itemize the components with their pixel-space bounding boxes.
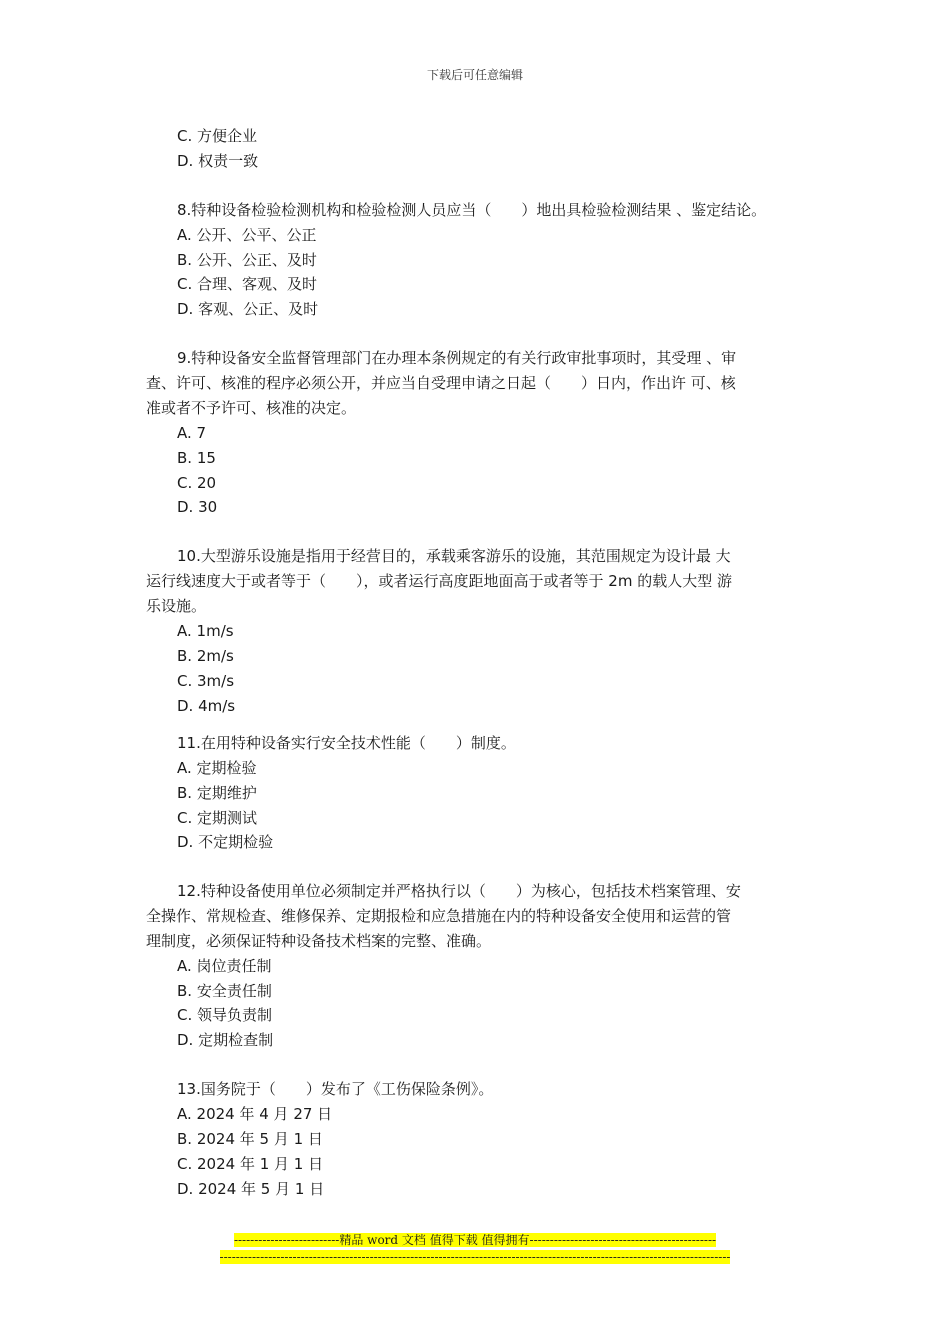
option-c: C. 领导负责制: [177, 1006, 273, 1024]
question-12: 12.特种设备使用单位必须制定并严格执行以（ ）为核心，包括技术档案管理、安: [177, 882, 741, 900]
option-a: A. 1m/s: [177, 622, 234, 640]
question-10-cont: 乐设施。: [146, 597, 207, 615]
question-12-cont: 理制度，必须保证特种设备技术档案的完整、准确。: [146, 932, 492, 950]
option-d: D. 定期检查制: [177, 1031, 274, 1049]
option-a: A. 2024 年 4 月 27 日: [177, 1105, 333, 1123]
option-d: D. 30: [177, 498, 218, 516]
option-c: C. 3m/s: [177, 672, 235, 690]
option-c: C. 20: [177, 474, 217, 492]
option-d: D. 不定期检验: [177, 833, 274, 851]
footer-banner-line-1: [0, 1233, 950, 1247]
question-11: 11.在用特种设备实行安全技术性能（ ）制度。: [177, 734, 516, 752]
footer-banner-dashes: ------------------------------------------------------------------------------------------------------------------------------: [219, 1250, 731, 1264]
footer-banner-text: --------------------------精品 word 文档 值得下载 值得拥有----------------------------------------------: [233, 1233, 717, 1247]
question-9-cont: 查、许可、核准的程序必须公开，并应当自受理申请之日起（ ）日内，作出许 可、核: [146, 374, 736, 392]
question-10-cont: 运行线速度大于或者等于（ ），或者运行高度距地面高于或者等于 2m 的载人大型 游: [146, 572, 732, 590]
option-b: B. 公开、公正、及时: [177, 251, 317, 269]
option-b: B. 15: [177, 449, 216, 467]
question-12-cont: 全操作、常规检查、维修保养、定期报检和应急措施在内的特种设备安全使用和运营的管: [146, 907, 732, 925]
question-13: 13.国务院于（ ）发布了《工伤保险条例》。: [177, 1080, 494, 1098]
option-b: B. 定期维护: [177, 784, 257, 802]
question-10: 10.大型游乐设施是指用于经营目的，承载乘客游乐的设施，其范围规定为设计最 大: [177, 547, 731, 565]
option-d: D. 4m/s: [177, 697, 236, 715]
question-8: 8.特种设备检验检测机构和检验检测人员应当（ ）地出具检验检测结果 、鉴定结论。: [177, 201, 767, 219]
footer-banner-line-2: [0, 1250, 950, 1264]
option-c: C. 合理、客观、及时: [177, 275, 318, 293]
question-9-cont: 准或者不予许可、核准的决定。: [146, 399, 357, 417]
option-a: A. 7: [177, 424, 207, 442]
option-c: C. 方便企业: [177, 127, 258, 145]
option-d: D. 客观、公正、及时: [177, 300, 319, 318]
option-a: A. 定期检验: [177, 759, 257, 777]
option-d: D. 2024 年 5 月 1 日: [177, 1180, 325, 1198]
option-a: A. 公开、公平、公正: [177, 226, 317, 244]
question-9: 9.特种设备安全监督管理部门在办理本条例规定的有关行政审批事项时，其受理 、审: [177, 349, 737, 367]
option-c: C. 定期测试: [177, 809, 258, 827]
page-header: 下载后可任意编辑: [426, 68, 523, 82]
option-c: C. 2024 年 1 月 1 日: [177, 1155, 324, 1173]
option-b: B. 安全责任制: [177, 982, 272, 1000]
option-b: B. 2m/s: [177, 647, 234, 665]
option-d: D. 权责一致: [177, 152, 259, 170]
option-a: A. 岗位责任制: [177, 957, 272, 975]
option-b: B. 2024 年 5 月 1 日: [177, 1130, 323, 1148]
